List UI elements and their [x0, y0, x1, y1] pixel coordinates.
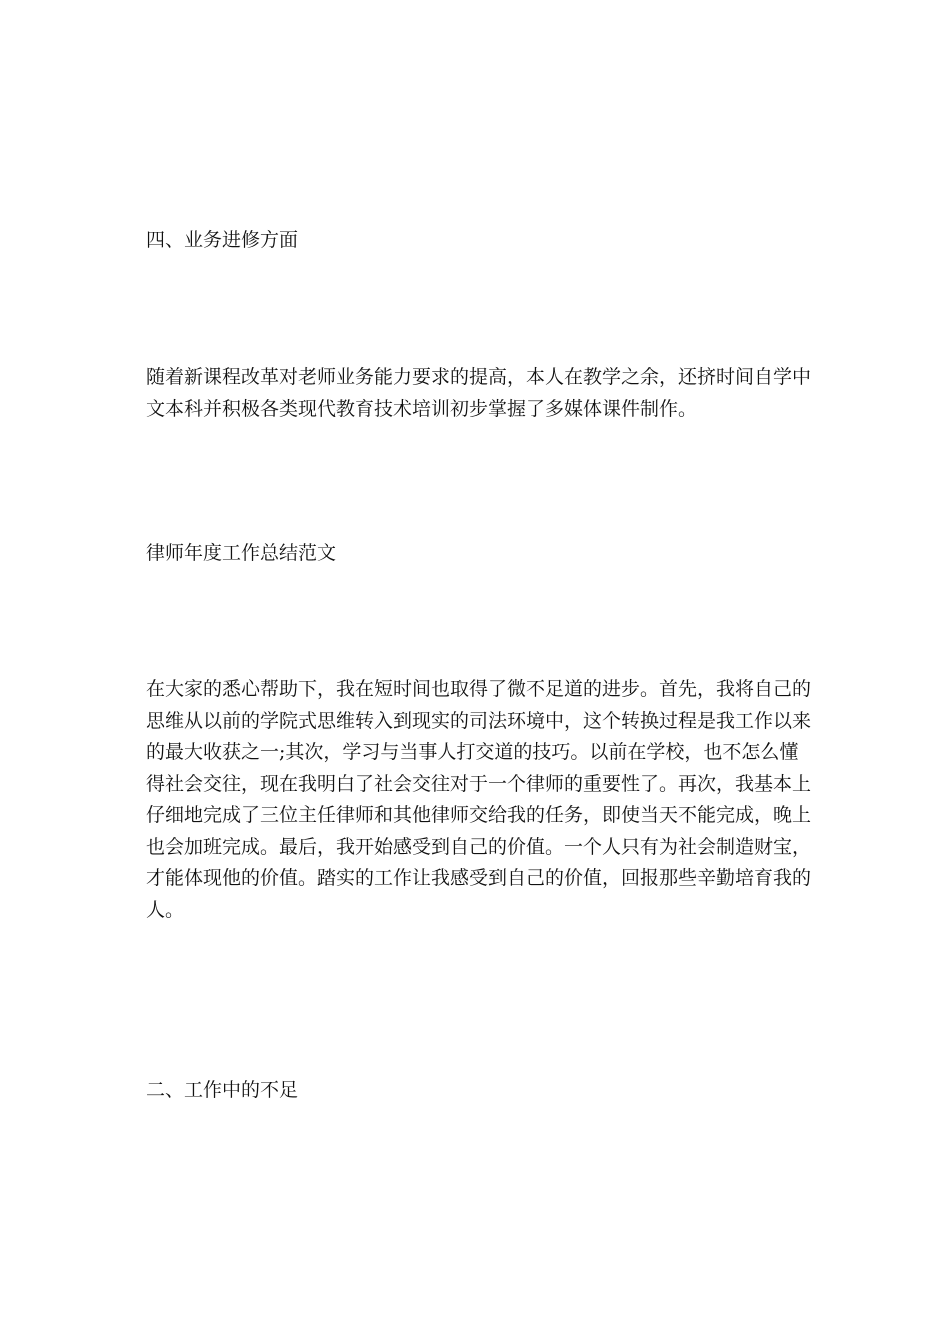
section-heading-business-study: 四、业务进修方面 — [146, 229, 299, 251]
paragraph-lawyer-progress: 在大家的悉心帮助下，我在短时间也取得了微不足道的进步。首先，我将自己的思维从以前的学院式思维转入到现实的司法环境中，这个转换过程是我工作以来的最大收获之一;其次，学习与当事人打交道的技巧。以前在学校，也不怎么懂得社会交往，现在我明白了社会交往对于一个律师的重要性了。再次，我基本上仔细地完成了三位主任律师和其他律师交给我的任务，即使当天不能完成，晚上也会加班完成。最后，我开始感受到自己的价值。一个人只有为社会制造财宝，才能体现他的价值。踏实的工作让我感受到自己的价值，回报那些辛勤培育我的人。 — [146, 678, 812, 921]
section-heading-lawyer-summary: 律师年度工作总结范文 — [146, 542, 337, 564]
section-heading-work-shortcomings: 二、工作中的不足 — [146, 1079, 299, 1101]
paragraph-business-study: 随着新课程改革对老师业务能力要求的提高，本人在教学之余，还挤时间自学中文本科并积极各类现代教育技术培训初步掌握了多媒体课件制作。 — [146, 366, 812, 420]
